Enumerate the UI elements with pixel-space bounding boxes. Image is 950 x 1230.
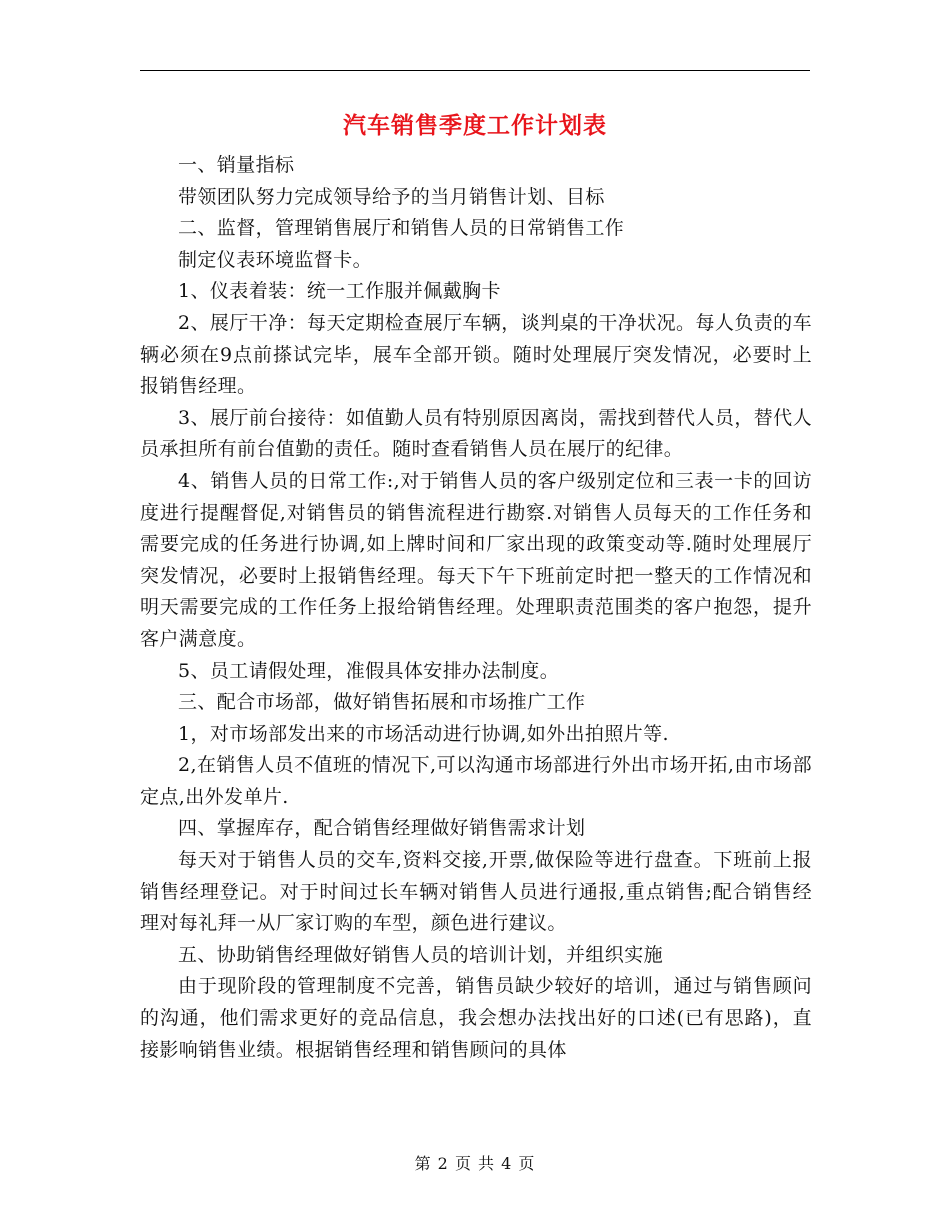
paragraph: 每天对于销售人员的交车,资料交接,开票,做保险等进行盘查。下班前上报销售经理登记。对于时间过长车辆对销售人员进行通报,重点销售;配合销售经理对每礼拜一从厂家订购的车型，颜色进行建议。 (140, 849, 812, 935)
paragraph: 五、协助销售经理做好销售人员的培训计划，并组织实施 (178, 943, 664, 966)
page-number: 第 2 页 共 4 页 (414, 1154, 536, 1173)
paragraph: 带领团队努力完成领导给予的当月销售计划、目标 (178, 185, 605, 208)
paragraph: 5、员工请假处理，准假具体安排办法制度。 (178, 659, 560, 682)
paragraph: 3、展厅前台接待：如值勤人员有特别原因离岗，需找到替代人员，替代人员承担所有前台值勤的责任。随时查看销售人员在展厅的纪律。 (140, 406, 812, 461)
paragraph: 由于现阶段的管理制度不完善，销售员缺少较好的培训，通过与销售顾问的沟通，他们需求更好的竞品信息，我会想办法找出好的口述(已有思路)，直接影响销售业绩。根据销售经理和销售顾问的具体 (140, 975, 812, 1061)
paragraph: 制定仪表环境监督卡。 (178, 248, 373, 271)
paragraph: 二、监督，管理销售展厅和销售人员的日常销售工作 (178, 217, 625, 240)
paragraph: 三、配合市场部，做好销售拓展和市场推广工作 (178, 691, 586, 714)
paragraph: 4、销售人员的日常工作:,对于销售人员的客户级别定位和三表一卡的回访度进行提醒督促,对销售员的销售流程进行勘察.对销售人员每天的工作任务和需要完成的任务进行协调,如上牌时间和厂家出现的政策变动等.随时处理展厅突发情况，必要时上报销售经理。每天下午下班前定时把一整天的工作情况和明天需要完成的工作任务上报给销售经理。处理职责范围类的客户抱怨，提升客户满意度。 (140, 469, 812, 650)
document-title: 汽车销售季度工作计划表 (343, 112, 607, 139)
document-body (140, 150, 812, 1066)
paragraph: 2,在销售人员不值班的情况下,可以沟通市场部进行外出市场开拓,由市场部定点,出外发单片. (140, 754, 812, 808)
paragraph: 一、销量指标 (178, 154, 295, 176)
paragraph: 1，对市场部发出来的市场活动进行协调,如外出拍照片等. (178, 722, 669, 745)
paragraph: 1、仪表着装：统一工作服并佩戴胸卡 (178, 280, 501, 303)
paragraph: 四、掌握库存，配合销售经理做好销售需求计划 (178, 817, 586, 840)
paragraph: 2、展厅干净：每天定期检查展厅车辆，谈判桌的干净状况。每人负责的车辆必须在9点前搽试完毕，展车全部开锁。随时处理展厅突发情况，必要时上报销售经理。 (140, 311, 812, 398)
header-rule (140, 70, 810, 71)
